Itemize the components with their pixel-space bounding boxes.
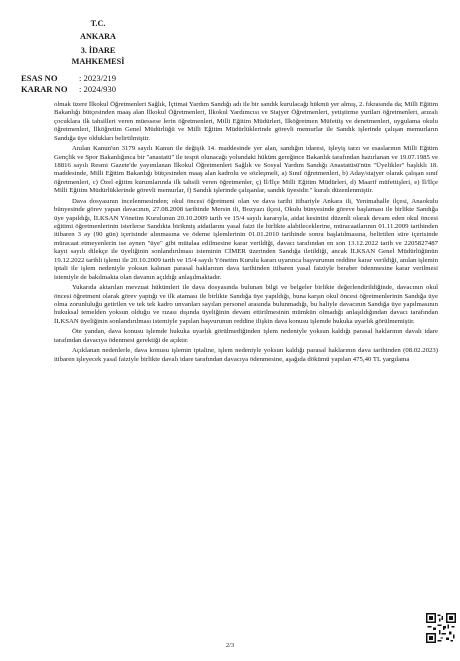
karar-no-value: : 2024/930 [79,84,117,94]
paragraph: Öte yandan, dava konusu işlemde hukuka uyarlık görülmediğinden işlem nedeniyle yoksun kaldığı parasal haklarının davalı idare tarafından davacıya ödenmesi gerektiği de açıktır. [54,328,438,344]
paragraph: olmak üzere İlkokul Öğretmenleri Sağlık, İçtimai Yardım Sandığı adı ile bir sandık kurulacağı hükmü yer almış, 2. fıkrasında da; Milli Eğitim Bakanlığı bütçesinden maaş alan İlkokul Öğretmenleri, İlkokul Yardımcısı ve Stajyer Öğretmenleri, yetiştirme yurtları öğretmenleri, arızalı çocuklara ilk tahsilleri veren müessese lerin öğretmenleri, Milli Eğitim Müdürleri, İlköğretmen Müfettiş ve denetmenleri, uygulama okulu öğretmenleri, İlköğretim Genel Müdürlüğü ve Milli Eğitim Müdürlüklerinde görevli memurlar ile Sandık işlerinde çalışan memurların Sandığa üye oldukları belirtilmiştir. [54,101,438,142]
esas-no-label: ESAS NO [21,73,58,83]
karar-no-label: KARAR NO [21,84,68,94]
header-tc: T.C. [90,19,106,28]
document-body [54,101,438,366]
header-city: ANKARA [80,32,116,41]
paragraph: Dava dosyasının incelenmesinden; okul öncesi öğretmeni olan ve dava tarihi itibariyle Ankara ili, Yenimahalle ilçesi, Anaokulu bünyesinde görev yapan davacının, 27.08.2008 tarihinde Mersin ili, Bozyazı ilçesi, Okulu bünyesinde göreve başlaması ile birlikte Sandığa üye yapıldığı, İLKSAN Yönetim Kurulunun 20.10.2009 tarih ve 15/4 sayılı kararıyla, aidat kesintisi düzenli olarak devam eden okul öncesi eğitimi öğretmenlerinin isterlerse Sandıkta birikmiş aidatlarını yasal faizi ile birlikte alabileceklerine, müracaatlarının 01.11.2009 tarihinden itibaren 3 ay (90 gün) içerisinde alınmasına ve ödeme işlemlerinin 01.01.2010 tarihinde sonra başlatılmasına, belirtilen süre içerisinde müracaat etmeyenlerin ise aynen "üye" gibi mütalaa edilmesine karar verildiği, davacı tarafından en son 13.12.2022 tarih ve 2205827487 kayıt sayılı dilekçe ile üyeliğinin sonlandırılması isteminin CİMER üzerinden Sandığa iletildiği, ancak İLKSAN Genel Müdürlüğünün 19.12.2022 tarihli işlemi ile 20.10.2009 tarih ve 15/4 sayılı Yönetim Kurulu kararı uyarınca başvurunun reddine karar verildiği, anılan işlemin iptali ile işlem nedeniyle yoksun kalınan parasal haklarının dava tarihinden itibaren yasal faiziyle beraber ödenmesine karar verilmesi istemiyle de bakılmakta olan davanın açıldığı anlaşılmaktadır. [54,197,438,281]
qr-code-icon [426,613,456,643]
esas-no-value: : 2023/219 [79,73,117,83]
esas-no-row [21,73,116,83]
paragraph: Yukarıda aktarılan mevzuat hükümleri ile dava dosyasında bulunan bilgi ve belgeler birlikte değerlendirildiğinde, davacının okul öncesi öğretmeni olarak görev yaptığı ve ilk ataması ile birlikte Sandığa üye yapıldığı, buna karşın okul öncesi öğretmenlerinin Sandığa üye olma zorunluluğu getirilen ve tek tek kadro unvanları sayılan personel arasında bulunmadığı, bu haliyle davacının Sandığa üye yapılmasının hukuksal temelden yoksun olduğu ve rızası dışında üyeliğinin devam ettirilmesinin mümkün olmadığı anlaşıldığından davacı tarafından İLKSAN üyeliğinin sonlandırılması istemiyle yapılan başvurunun reddine ilişkin dava konusu işlemde hukuka uyarlık görülmemiştir. [54,284,438,325]
karar-no-row [21,84,116,94]
paragraph: Anılan Kanun'un 3179 sayılı Kanun ile değişik 14. maddesinde yer alan, sandığın idaresi, işleyiş tarzı ve esaslarının Milli Eğitim Gençlik ve Spor Bakanlığınca bir "anastatü" ile tespit olunacağı yolundaki hüküm gereğince Bakanlık tarafından hazırlanan ve 19.07.1985 ve 18816 sayılı Resmi Gazete'de yayımlanan İlkokul Öğretmenleri Sağlık ve Sosyal Yardım Sandığı Anastatüsü'nün "Üyelikler" başlıklı 18. maddesinde, Milli Eğitim Bakanlığı bütçesinden maaş alan kadrolu ve sözleşmeli, a) Sınıf öğretmenleri, b) Aday/stajyer olarak çalışan sınıf öğretmenleri, c) Özel eğitim kurumlarında ilk tahsili veren öğretmenler, ç) İl/İlçe Milli Eğitim Müdürleri, d) Maarif müfettişleri, e) İl/İlçe Milli Eğitim Müdürlüklerinde görevli memurlar, f) Sandık işlerinde çalışanlar, sandık üyesidir." kuralı düzenlenmiştir. [54,145,438,195]
header-court: 3. İDARE MAHKEMESİ [71,46,125,66]
page-number: 2/3 [225,642,235,649]
paragraph: Açıklanan nedenlerle, dava konusu işlemin iptaline, işlem nedeniyle yoksun kaldığı parasal haklarının dava tarihinden (08.02.2023) itibaren işleyecek yasal faiziyle birlikte davalı idare tarafından davacıya ödenmesine, aşağıda dökümü yapılan 475,40 TL yargılama [54,347,438,363]
